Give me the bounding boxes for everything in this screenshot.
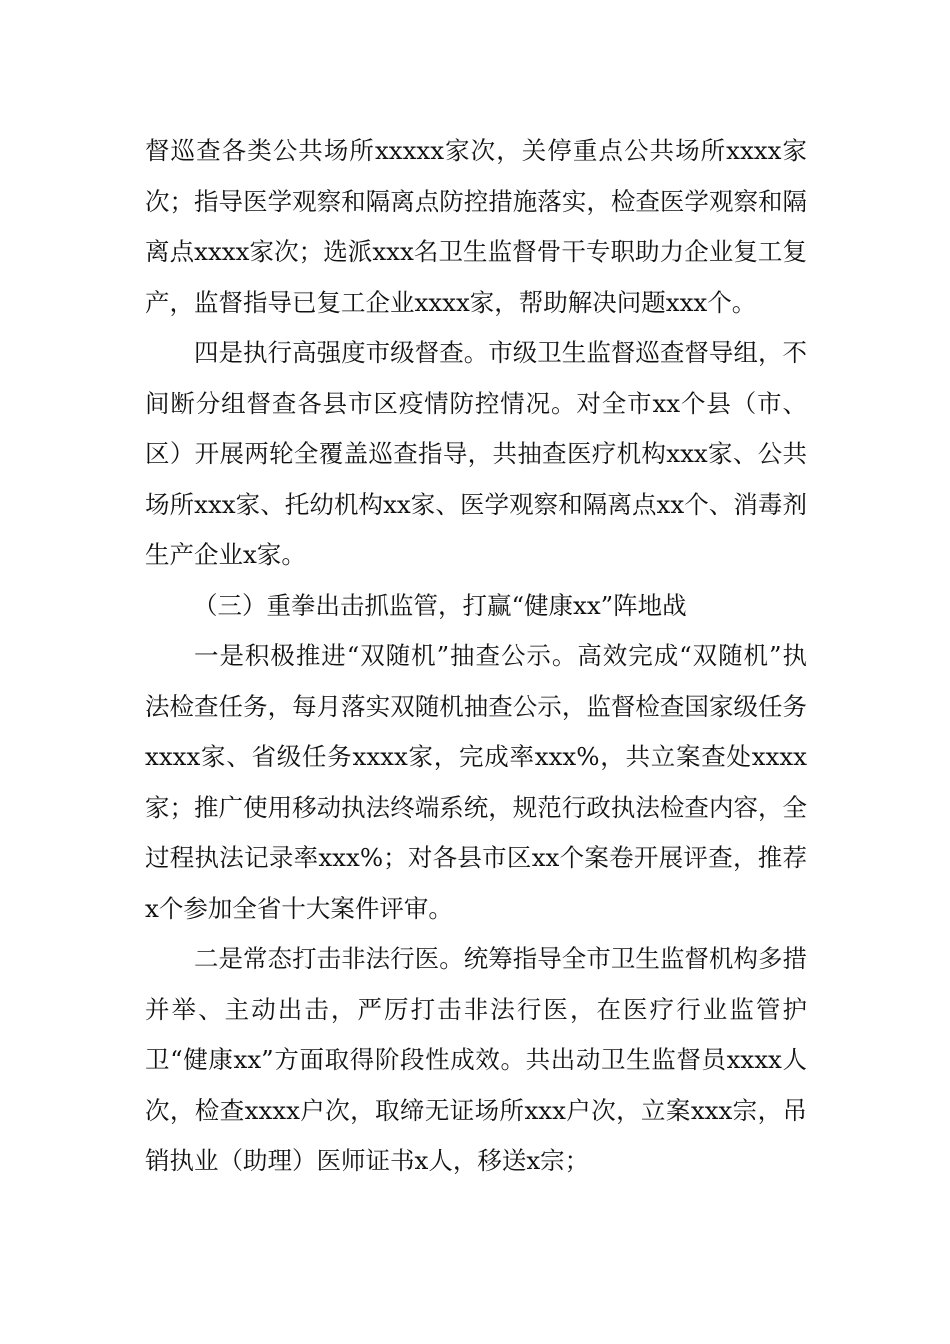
paragraph-item-four: 四是执行高强度市级督查。市级卫生监督巡查督导组，不间断分组督查各县市区疫情防控情况。对全市xx个县（市、区）开展两轮全覆盖巡查指导，共抽查医疗机构xxx家、公共场所xxx家、托幼机构xx家、医学观察和隔离点xx个、消毒剂生产企业x家。 xyxy=(145,338,807,569)
document-body xyxy=(145,126,807,1187)
paragraph-continued: 督巡查各类公共场所xxxxx家次，关停重点公共场所xxxx家次；指导医学观察和隔离点防控措施落实，检查医学观察和隔离点xxxx家次；选派xxx名卫生监督骨干专职助力企业复工复产，监督指导已复工企业xxxx家，帮助解决问题xxx个。 xyxy=(145,136,807,317)
paragraph-item-two: 二是常态打击非法行医。统筹指导全市卫生监督机构多措并举、主动出击，严厉打击非法行医，在医疗行业监管护卫“健康xx”方面取得阶段性成效。共出动卫生监督员xxxx人次，检查xxxx户次，取缔无证场所xxx户次，立案xxx宗，吊销执业（助理）医师证书x人，移送x宗； xyxy=(145,944,807,1175)
section-heading-three: （三）重拳出击抓监管，打赢“健康xx”阵地战 xyxy=(193,590,687,620)
paragraph-item-one: 一是积极推进“双随机”抽查公示。高效完成“双随机”执法检查任务，每月落实双随机抽查公示，监督检查国家级任务xxxx家、省级任务xxxx家，完成率xxx%，共立案查处xxxx家；推广使用移动执法终端系统，规范行政执法检查内容，全过程执法记录率xxx%；对各县市区xx个案卷开展评查，推荐x个参加全省十大案件评审。 xyxy=(145,641,807,923)
